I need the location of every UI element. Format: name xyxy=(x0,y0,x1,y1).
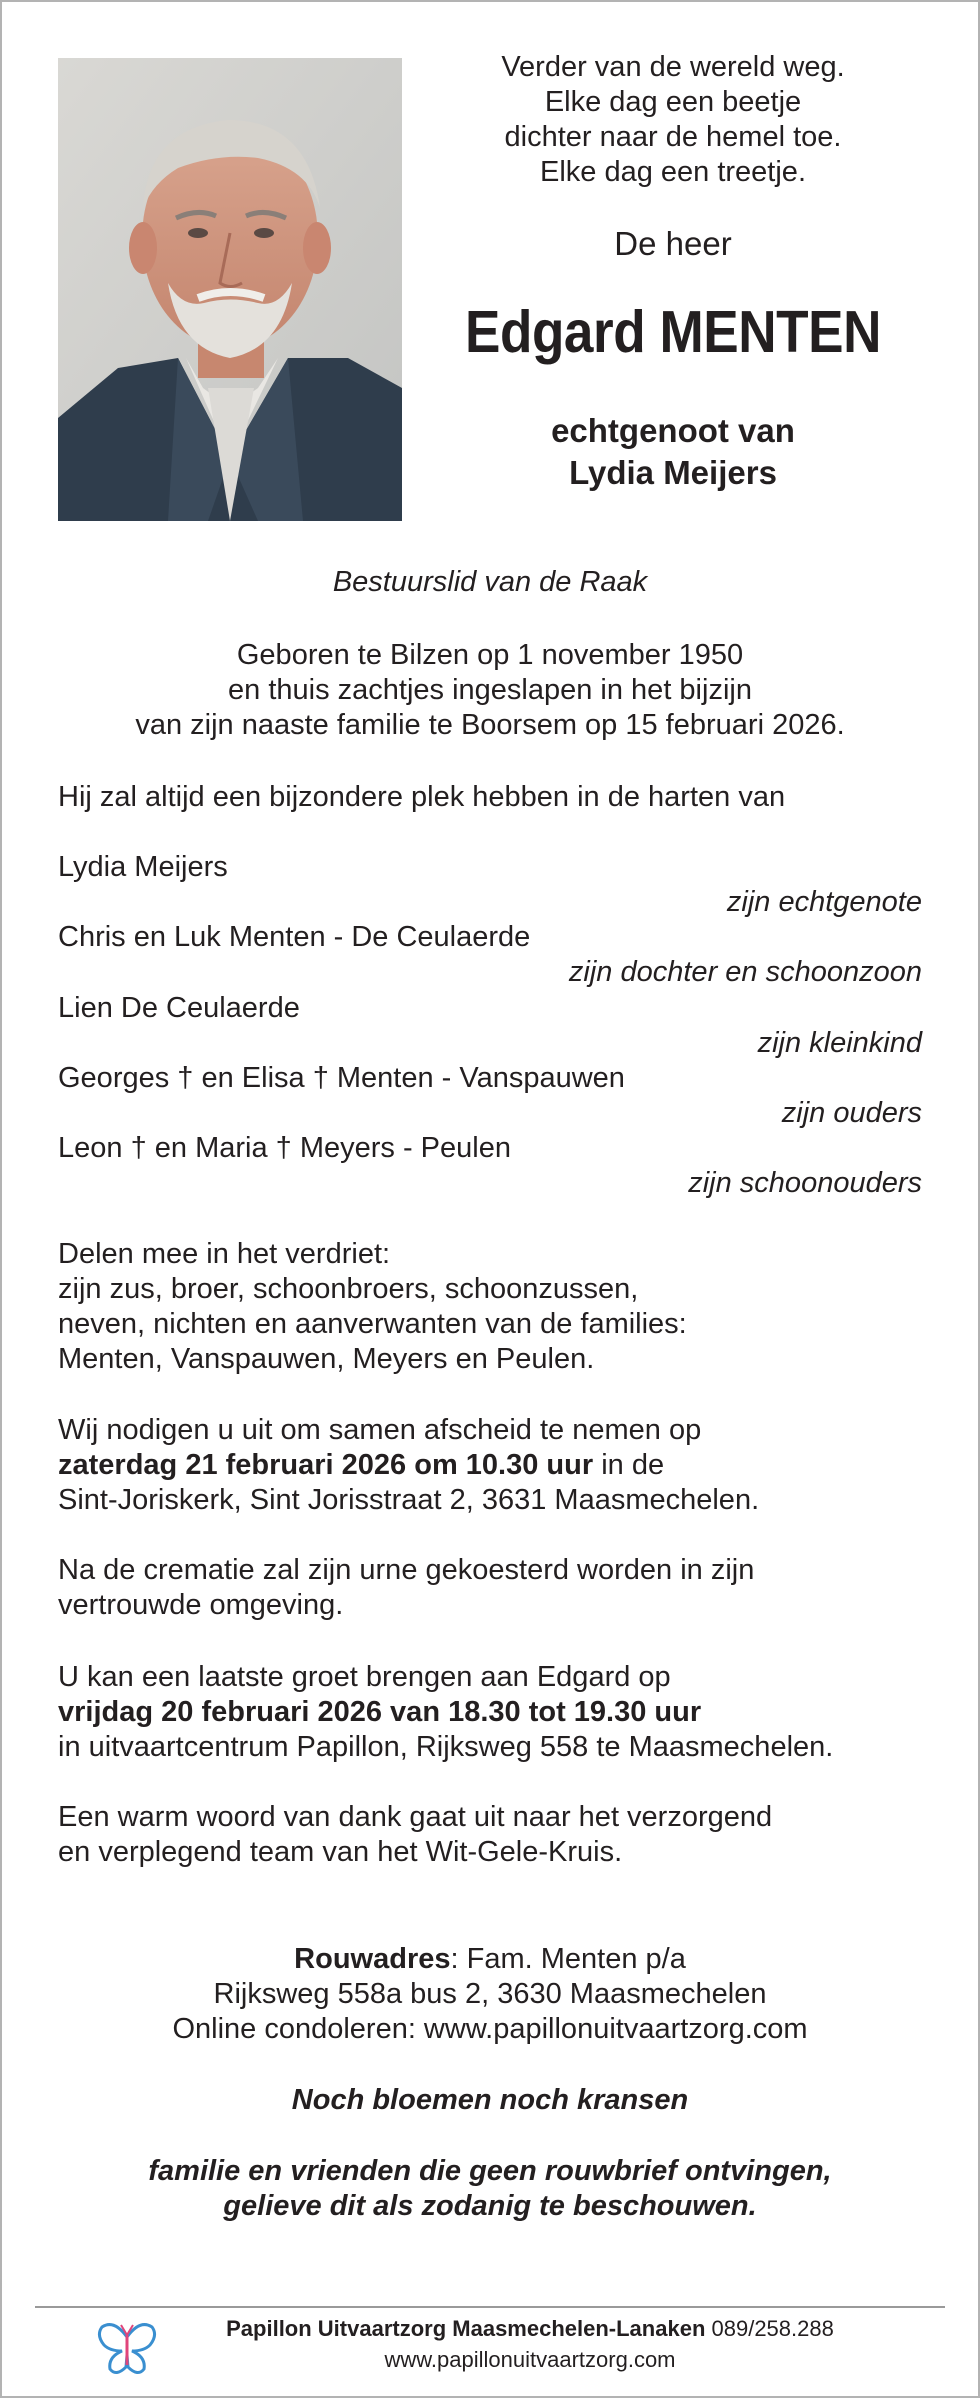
footer-company: Papillon Uitvaartzorg Maasmechelen-Lanaken xyxy=(226,2316,706,2341)
funeral-date-suffix: in de xyxy=(593,1449,665,1481)
cremation-line: Na de crematie zal zijn urne gekoesterd worden in zijn xyxy=(58,1554,755,1586)
birth-line: en thuis zachtjes ingeslapen in het bijzijn xyxy=(228,674,752,706)
funeral-intro: Wij nodigen u uit om samen afscheid te nemen op xyxy=(58,1414,702,1446)
address-label: Rouwadres xyxy=(294,1943,451,1975)
family-names: Chris en Luk Menten - De Ceulaerde xyxy=(58,921,531,953)
family-relation: zijn schoonouders xyxy=(688,1167,922,1199)
birth-line: Geboren te Bilzen op 1 november 1950 xyxy=(236,639,744,671)
no-letter-line: gelieve dit als zodanig te beschouwen. xyxy=(223,2190,757,2222)
condolence-website[interactable]: Online condoleren: www.papillonuitvaartzorg.com xyxy=(172,2013,808,2045)
visit-block xyxy=(58,1660,928,1765)
poem-line: dichter naar de hemel toe. xyxy=(504,121,842,153)
thanks-line: Een warm woord van dank gaat uit naar het verzorgend xyxy=(58,1801,773,1833)
funeral-location: Sint-Joriskerk, Sint Jorisstraat 2, 3631 Maasmechelen. xyxy=(58,1484,760,1516)
birth-info xyxy=(58,638,922,743)
no-flowers: Noch bloemen noch kransen xyxy=(291,2084,689,2116)
family-names: Lien De Ceulaerde xyxy=(58,992,300,1024)
poem-line: Elke dag een treetje. xyxy=(539,156,806,188)
footer-company-line xyxy=(160,2313,900,2344)
no-letter-notice xyxy=(58,2154,922,2224)
footer xyxy=(160,2313,900,2375)
spouse-intro: echtgenoot van xyxy=(551,412,795,449)
grief-line: neven, nichten en aanverwanten van de families: xyxy=(58,1308,687,1340)
role: Bestuurslid van de Raak xyxy=(332,566,648,598)
family-relation: zijn echtgenote xyxy=(726,886,922,918)
footer-website[interactable]: www.papillonuitvaartzorg.com xyxy=(384,2347,676,2372)
family-names: Leon † en Maria † Meyers - Peulen xyxy=(58,1132,511,1164)
poem-line: Verder van de wereld weg. xyxy=(501,51,845,83)
birth-line: van zijn naaste familie te Boorsem op 15 februari 2026. xyxy=(135,709,845,741)
address-line xyxy=(58,1942,922,1977)
no-letter-line: familie en vrienden die geen rouwbrief ontvingen, xyxy=(148,2155,832,2187)
grief-line: Delen mee in het verdriet: xyxy=(58,1238,391,1270)
family-relation: zijn ouders xyxy=(781,1097,922,1129)
cremation-line: vertrouwde omgeving. xyxy=(58,1589,344,1621)
honorific: De heer xyxy=(614,225,732,262)
footer-phone: 089/258.288 xyxy=(705,2316,834,2341)
funeral-date-line xyxy=(58,1448,928,1483)
poem xyxy=(418,50,928,190)
family-names: Lydia Meijers xyxy=(58,851,228,883)
address-street: Rijksweg 558a bus 2, 3630 Maasmechelen xyxy=(213,1978,767,2010)
thanks-line: en verplegend team van het Wit-Gele-Kruis. xyxy=(58,1836,623,1868)
visit-intro: U kan een laatste groet brengen aan Edgard op xyxy=(58,1661,671,1693)
hearts-intro: Hij zal altijd een bijzondere plek hebben in de harten van xyxy=(58,781,786,813)
grief-line: zijn zus, broer, schoonbroers, schoonzussen, xyxy=(58,1273,639,1305)
visit-date: vrijdag 20 februari 2026 van 18.30 tot 19.30 uur xyxy=(58,1696,702,1728)
address-value: : Fam. Menten p/a xyxy=(450,1943,686,1975)
funeral-date: zaterdag 21 februari 2026 om 10.30 uur xyxy=(58,1449,594,1481)
family-relation: zijn dochter en schoonzoon xyxy=(568,956,922,988)
poem-line: Elke dag een beetje xyxy=(544,86,802,118)
family-relation: zijn kleinkind xyxy=(757,1027,922,1059)
spouse-block xyxy=(418,410,928,494)
grief-block xyxy=(58,1237,928,1377)
spouse-name: Lydia Meijers xyxy=(569,454,777,491)
footer-divider xyxy=(35,2306,945,2308)
address-block xyxy=(58,1942,922,2047)
visit-location: in uitvaartcentrum Papillon, Rijksweg 558 te Maasmechelen. xyxy=(58,1731,834,1763)
portrait-photo xyxy=(58,58,402,521)
thanks-block xyxy=(58,1800,928,1870)
butterfly-logo-icon xyxy=(94,2315,160,2381)
funeral-block xyxy=(58,1413,928,1518)
family-names: Georges † en Elisa † Menten - Vanspauwen xyxy=(58,1062,625,1094)
grief-line: Menten, Vanspauwen, Meyers en Peulen. xyxy=(58,1343,595,1375)
deceased-name: Edgard MENTEN xyxy=(464,299,882,365)
cremation-block xyxy=(58,1553,928,1623)
